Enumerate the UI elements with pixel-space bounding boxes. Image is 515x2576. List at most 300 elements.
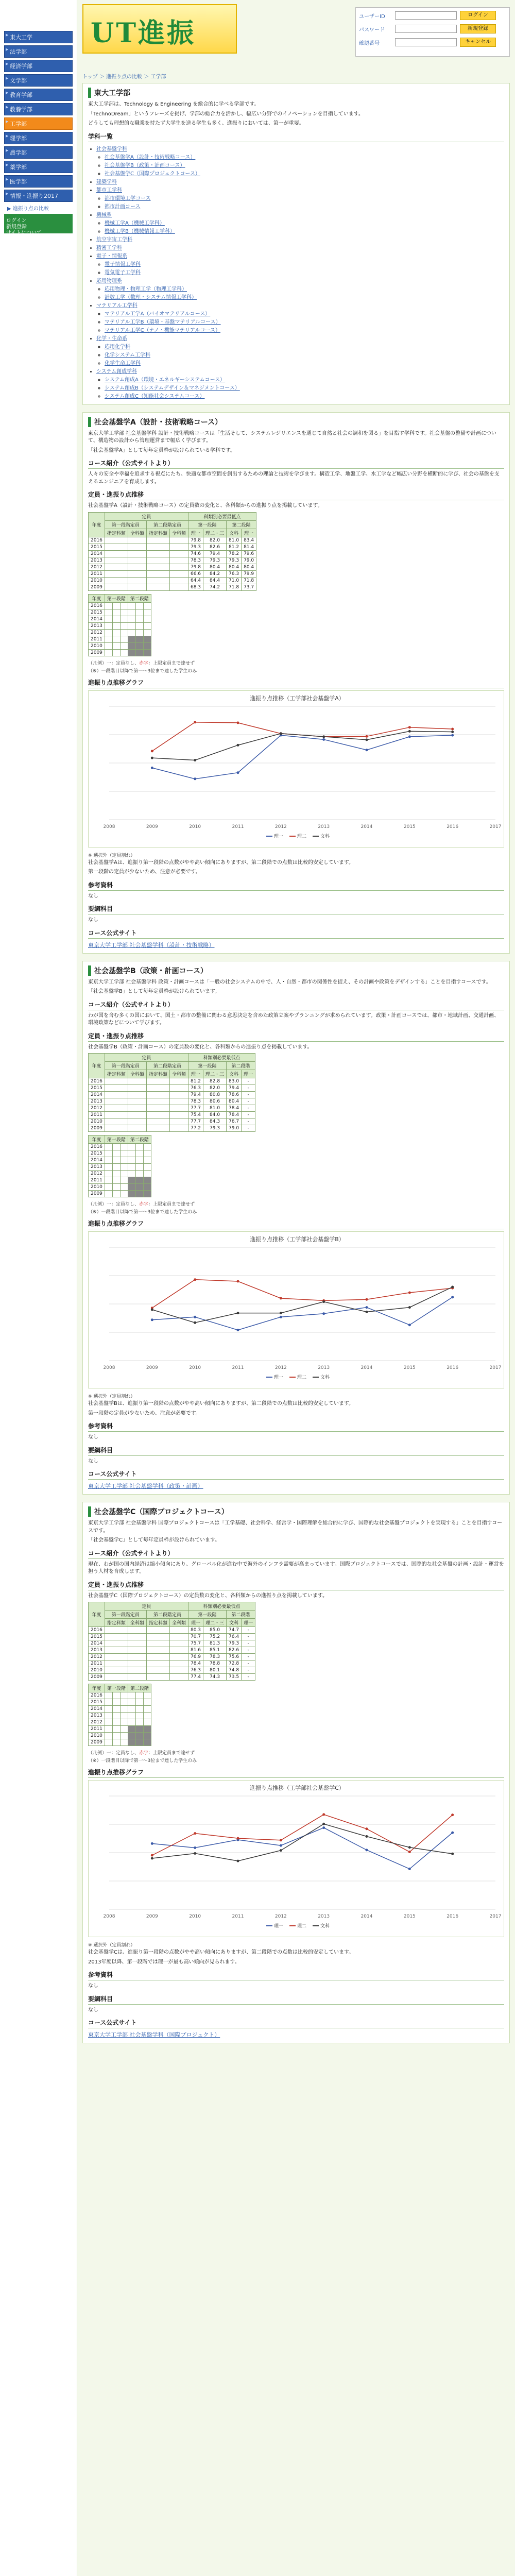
- capacity-table: [88, 1684, 151, 1746]
- sidebar-item[interactable]: ▶ 経済学部: [4, 60, 73, 72]
- cell-teiin: [105, 577, 128, 584]
- cell-year: 2015: [89, 1085, 105, 1092]
- sidebar-item[interactable]: ▶ 農学部: [4, 146, 73, 159]
- cell-teiin: [146, 584, 169, 590]
- cell-capacity: [143, 1706, 151, 1713]
- dept-link[interactable]: マテリアル工学科: [96, 302, 138, 309]
- table-row: [89, 1667, 255, 1674]
- legend-label: 文科: [320, 1924, 330, 1929]
- cell-year: 2012: [89, 1105, 105, 1112]
- sidebar-item[interactable]: ▶ 教養学部: [4, 103, 73, 115]
- x-tick-label: 2009: [146, 1914, 158, 1919]
- intro-text-2: 「TechnoDream」というフレーズを掲げ、学部の総合力を活かし、幅広い分野でのイノベーションを目指しています。: [88, 111, 364, 117]
- data-point: [451, 1853, 454, 1855]
- table-note: 社会基盤学B（政策・計画コース）の定員数の変化と、各科類からの進振り点を掲載しています。: [88, 1044, 313, 1050]
- sidebar-item[interactable]: ▶ 工学部: [4, 117, 73, 130]
- cell-capacity: [128, 1157, 135, 1164]
- legend-note-tail: ：上限定員まで達せず: [148, 660, 195, 666]
- cell-score: 70.7: [188, 1634, 203, 1640]
- cancel-button[interactable]: キャンセル: [460, 38, 496, 47]
- table-row: [89, 537, 256, 544]
- legend-note-red: 赤字: [139, 1202, 149, 1207]
- link-item: なし: [88, 917, 98, 923]
- data-point: [408, 726, 411, 728]
- cell-year: 2013: [89, 1164, 105, 1171]
- th-sub: 文科: [227, 1619, 242, 1627]
- confirm-label: 確認番号: [359, 40, 380, 46]
- data-point: [451, 731, 454, 733]
- course-item: [105, 227, 504, 234]
- official-site-link[interactable]: 東京大学工学部 社会基盤学科（政策・計画）: [88, 1483, 203, 1489]
- cell-capacity: [135, 1150, 143, 1157]
- cell-teiin: [169, 1092, 188, 1098]
- confirm-input[interactable]: [395, 38, 457, 46]
- data-point: [280, 1844, 282, 1847]
- course-title: 社会基盤学C（国際プロジェクトコース）: [88, 1506, 504, 1517]
- cell-teiin: [128, 1125, 146, 1132]
- cell-capacity: [105, 629, 112, 636]
- dept-link[interactable]: 化学・生命系: [96, 335, 127, 342]
- course-link[interactable]: 電子情報工学科: [105, 261, 141, 267]
- x-tick-label: 2008: [103, 1365, 115, 1370]
- sidebar-item[interactable]: ▶ 教育学部: [4, 89, 73, 101]
- cell-score: 81.4: [242, 544, 256, 550]
- course-link[interactable]: 化学システム工学科: [105, 352, 150, 358]
- table-row: [89, 1627, 255, 1634]
- ref-title: 参考資料: [88, 1970, 504, 1980]
- sidebar-link-about[interactable]: サイトについて: [6, 230, 42, 236]
- table-row: [89, 1191, 151, 1197]
- cell-score: -: [242, 1118, 255, 1125]
- dept-link[interactable]: 建築学科: [96, 179, 117, 185]
- data-point: [194, 1846, 196, 1849]
- table-row: [89, 622, 151, 629]
- cell-teiin: [128, 577, 146, 584]
- cell-score: 73.5: [227, 1674, 242, 1681]
- data-point: [194, 759, 196, 761]
- cell-score: -: [242, 1660, 255, 1667]
- password-input[interactable]: [395, 25, 457, 33]
- register-button[interactable]: 新規登録: [460, 24, 496, 33]
- x-tick-label: 2009: [146, 824, 158, 829]
- cell-teiin: [169, 577, 188, 584]
- course-link[interactable]: システム創成C（知能社会システムコース）: [105, 393, 205, 399]
- cell-capacity: [135, 622, 143, 629]
- data-point: [408, 735, 411, 738]
- site-logo[interactable]: [82, 4, 237, 54]
- left-sidebar: [0, 0, 77, 2576]
- cell-capacity: [143, 649, 151, 656]
- cell-score: 79.3: [203, 557, 227, 564]
- table-row: [89, 609, 151, 616]
- sidebar-nav: [0, 31, 77, 202]
- table-row: [89, 1733, 151, 1739]
- th-sub: 全科類: [169, 1619, 188, 1627]
- chart-caption: 進振り点推移（工学部社会基盤学A）: [250, 694, 345, 702]
- th-sub: 理二・三: [203, 529, 227, 537]
- table-row: [89, 1098, 255, 1105]
- cell-capacity: [128, 1171, 135, 1177]
- cell-score: 85.1: [203, 1647, 227, 1654]
- course-link[interactable]: 都市環境工学コース: [105, 195, 151, 201]
- data-point: [322, 1300, 325, 1303]
- table-row: [89, 1654, 255, 1660]
- cell-teiin: [105, 1640, 128, 1647]
- cell-capacity: [112, 602, 120, 609]
- data-point: [451, 1814, 454, 1816]
- cell-score: -: [242, 1627, 255, 1634]
- table-row: [89, 550, 256, 557]
- course-link[interactable]: マテリアル工学B（環境・基盤マテリアルコース）: [105, 319, 221, 325]
- th-sub: 全科類: [169, 1070, 188, 1078]
- cell-teiin: [105, 1105, 128, 1112]
- table-row: [89, 544, 256, 550]
- cell-capacity: [120, 1164, 128, 1171]
- cell-year: 2013: [89, 622, 105, 629]
- course-link[interactable]: 機械工学A（機械工学科）: [105, 220, 165, 226]
- data-point: [237, 721, 239, 724]
- link-item: なし: [88, 2007, 98, 2013]
- sidebar-item[interactable]: ▶ 薬学部: [4, 161, 73, 173]
- cell-capacity: [128, 609, 135, 616]
- th-sub: 理一: [188, 1619, 203, 1627]
- sidebar-item[interactable]: ▶ 文学部: [4, 74, 73, 87]
- cell-score: 76.3: [227, 570, 242, 577]
- legend-note: [88, 659, 504, 666]
- dept-link[interactable]: 電子・情報系: [96, 253, 127, 259]
- cell-score: 81.0: [203, 1105, 227, 1112]
- cell-teiin: [146, 1078, 169, 1085]
- cell-score: 85.0: [203, 1627, 227, 1634]
- data-point: [366, 1827, 368, 1830]
- cell-score: 77.7: [188, 1105, 203, 1112]
- th-year: 年度: [89, 1054, 105, 1078]
- course-link[interactable]: 都市計画コース: [105, 204, 141, 210]
- cell-capacity: [120, 629, 128, 636]
- cell-teiin: [128, 564, 146, 570]
- series-line: [152, 1815, 452, 1855]
- table-row: [89, 570, 256, 577]
- cell-score: 74.3: [203, 1674, 227, 1681]
- sidebar-sub-link[interactable]: ▶ 進振り点の比較: [7, 206, 49, 212]
- sidebar-item[interactable]: ▶ 東大工学: [4, 31, 73, 43]
- cell-teiin: [169, 1674, 188, 1681]
- x-tick-label: 2012: [274, 824, 287, 829]
- score-table: [88, 1602, 255, 1681]
- data-point: [366, 738, 368, 741]
- course-item: [105, 169, 504, 177]
- cell-score: 78.4: [188, 1660, 203, 1667]
- cell-capacity: [128, 1719, 135, 1726]
- cell-year: 2012: [89, 1719, 105, 1726]
- dept-item: [96, 276, 504, 300]
- cell-capacity: [105, 1150, 112, 1157]
- dept-tree: [96, 144, 504, 399]
- data-point: [280, 1312, 282, 1314]
- sidebar-item[interactable]: ▶ 理学部: [4, 132, 73, 144]
- table-title: 定員・進振り点推移: [88, 490, 504, 500]
- user-id-input[interactable]: [395, 11, 457, 20]
- th-sub: 指定科類: [146, 1070, 169, 1078]
- x-tick-label: 2014: [360, 1914, 373, 1919]
- table-row: [89, 577, 256, 584]
- cell-capacity: [135, 609, 143, 616]
- course-link[interactable]: 機械工学B（機械情報工学科）: [105, 228, 175, 234]
- cell-score: 78.4: [227, 1105, 242, 1112]
- ref-text: なし: [88, 893, 98, 899]
- sidebar-link-login[interactable]: ログイン: [6, 218, 27, 224]
- cell-capacity: [112, 616, 120, 622]
- table-row: [89, 1171, 151, 1177]
- x-tick-label: 2017: [489, 1914, 502, 1919]
- chart-container: [88, 1780, 504, 1937]
- course-link[interactable]: システム創成A（環境・エネルギーシステムコース）: [105, 377, 226, 383]
- data-point: [237, 1860, 239, 1862]
- dept-link[interactable]: システム創成学科: [96, 368, 137, 375]
- cell-teiin: [128, 1078, 146, 1085]
- cell-score: 64.4: [188, 577, 203, 584]
- cell-year: 2016: [89, 602, 105, 609]
- chart-caption: 進振り点推移（工学部社会基盤学C）: [250, 1785, 345, 1791]
- cell-capacity: [128, 1191, 135, 1197]
- course-link[interactable]: 電気電子工学科: [105, 269, 141, 276]
- cell-year: 2010: [89, 1733, 105, 1739]
- dept-link[interactable]: 機械系: [96, 212, 112, 218]
- data-point: [237, 1329, 239, 1331]
- cell-score: 79.3: [203, 1125, 227, 1132]
- course-link[interactable]: マテリアル工学C（ナノ・機能マテリアルコース）: [105, 327, 220, 333]
- cell-capacity: [128, 1713, 135, 1719]
- th-s2: 第二段階: [128, 594, 151, 602]
- cell-capacity: [143, 642, 151, 649]
- course-desc-2: 「社会基盤学B」として毎年定員枠が設けられています。: [88, 989, 220, 994]
- legend-note-2: （※）一段階目以降で第一〜3位まで達した学生のみ: [88, 1758, 197, 1764]
- cell-teiin: [105, 570, 128, 577]
- cell-capacity: [128, 629, 135, 636]
- cell-score: 80.8: [203, 1092, 227, 1098]
- course-item: [105, 392, 504, 399]
- cell-year: 2009: [89, 649, 105, 656]
- th-s1: 第一段階: [105, 594, 128, 602]
- cell-capacity: [105, 1171, 112, 1177]
- th-sub: 理二・三: [203, 1070, 227, 1078]
- cell-capacity: [135, 1692, 143, 1699]
- cell-capacity: [105, 1699, 112, 1706]
- cell-capacity: [120, 1191, 128, 1197]
- official-site-link[interactable]: 東京大学工学部 社会基盤学科（設計・技術戦略）: [88, 941, 215, 948]
- cell-score: 78.6: [227, 1092, 242, 1098]
- sidebar-link-box: [4, 214, 73, 236]
- th-s2: 第二段階: [128, 1136, 151, 1144]
- cell-capacity: [143, 1171, 151, 1177]
- table-row: [89, 629, 151, 636]
- cell-capacity: [143, 602, 151, 609]
- cell-teiin: [128, 1674, 146, 1681]
- data-point: [194, 721, 196, 723]
- x-tick-label: 2013: [318, 824, 330, 829]
- breadcrumb[interactable]: トップ ＞ 進振り点の比較 ＞ 工学部: [82, 74, 166, 80]
- sidebar-item[interactable]: ▶ 医学部: [4, 175, 73, 188]
- capacity-table: [88, 1135, 151, 1197]
- cell-year: 2011: [89, 1726, 105, 1733]
- dept-item: [96, 185, 504, 210]
- cell-year: 2013: [89, 1713, 105, 1719]
- th-teiin: 定員: [105, 512, 188, 520]
- course-link[interactable]: システム創成B（システムデザイン＆マネジメントコース）: [105, 385, 240, 391]
- data-point: [151, 756, 153, 759]
- cell-teiin: [128, 544, 146, 550]
- cell-score: 79.6: [242, 550, 256, 557]
- x-tick-label: 2014: [360, 824, 373, 829]
- cell-teiin: [105, 1078, 128, 1085]
- dept-link[interactable]: 精密工学科: [96, 245, 122, 251]
- dept-link[interactable]: 都市工学科: [96, 187, 122, 193]
- series-line: [152, 1297, 452, 1330]
- course-panel: [82, 412, 510, 954]
- data-point: [451, 727, 454, 730]
- cell-year: 2016: [89, 537, 105, 544]
- cell-year: 2010: [89, 577, 105, 584]
- cell-year: 2010: [89, 1667, 105, 1674]
- cell-year: 2011: [89, 570, 105, 577]
- course-link[interactable]: 計数工学（数理・システム情報工学科）: [105, 294, 197, 300]
- login-button[interactable]: ログイン: [460, 11, 496, 20]
- cell-year: 2016: [89, 1692, 105, 1699]
- cell-score: -: [242, 1098, 255, 1105]
- th-s1: 第一段階: [105, 1684, 128, 1692]
- cell-score: 80.6: [203, 1098, 227, 1105]
- course-link[interactable]: 社会基盤学B（政策・計画コース）: [105, 162, 185, 168]
- cell-capacity: [112, 1719, 120, 1726]
- sidebar-item[interactable]: ▶ 法学部: [4, 45, 73, 58]
- cell-year: 2016: [89, 1627, 105, 1634]
- cell-year: 2014: [89, 616, 105, 622]
- cell-capacity: [135, 1739, 143, 1746]
- legend-note-head: （凡例）一：定員なし、: [88, 1751, 140, 1756]
- cell-teiin: [105, 1674, 128, 1681]
- cell-score: 68.3: [188, 584, 203, 590]
- sidebar-link-register[interactable]: 新規登録: [6, 224, 27, 230]
- x-tick-label: 2014: [360, 1365, 373, 1370]
- dept-link[interactable]: 航空宇宙工学科: [96, 236, 132, 243]
- main-content: [82, 72, 510, 2050]
- cell-capacity: [120, 616, 128, 622]
- cell-capacity: [112, 1177, 120, 1184]
- cell-score: 79.4: [227, 1085, 242, 1092]
- cell-year: 2012: [89, 1171, 105, 1177]
- course-link[interactable]: 社会基盤学C（国際プロジェクトコース）: [105, 171, 200, 177]
- th-sub: 理一: [188, 529, 203, 537]
- sidebar-item[interactable]: ▶ 情報・進振り2017: [4, 190, 73, 202]
- course-link[interactable]: 応用物理・物理工学（物理工学科）: [105, 286, 187, 292]
- x-tick-label: 2010: [189, 1914, 201, 1919]
- cell-score: 79.0: [242, 557, 256, 564]
- cell-capacity: [128, 616, 135, 622]
- dept-link[interactable]: 応用物理系: [96, 278, 122, 284]
- cell-capacity: [112, 642, 120, 649]
- cell-teiin: [105, 1125, 128, 1132]
- cell-teiin: [169, 1125, 188, 1132]
- official-site-link[interactable]: 東京大学工学部 社会基盤学科（国際プロジェクト）: [88, 2031, 220, 2038]
- cell-teiin: [146, 537, 169, 544]
- data-point: [322, 1813, 325, 1816]
- data-point: [151, 766, 153, 769]
- cell-capacity: [105, 1144, 112, 1150]
- score-table: [88, 512, 256, 591]
- link-title: 要綱科目: [88, 904, 504, 914]
- x-tick-label: 2013: [318, 1365, 330, 1370]
- legend-label: 理二: [297, 1375, 307, 1380]
- course-desc-2: 「社会基盤学A」として毎年定員枠が設けられている学科です。: [88, 447, 236, 453]
- cell-teiin: [105, 584, 128, 590]
- cell-score: 76.7: [227, 1118, 242, 1125]
- cell-teiin: [146, 1634, 169, 1640]
- cell-capacity: [120, 1177, 128, 1184]
- course-panel: [82, 961, 510, 1495]
- cell-score: 81.3: [203, 1640, 227, 1647]
- cell-teiin: [128, 1654, 146, 1660]
- cell-score: 81.2: [227, 544, 242, 550]
- cell-capacity: [105, 1692, 112, 1699]
- cell-score: -: [242, 1105, 255, 1112]
- course-link[interactable]: 化学生命工学科: [105, 360, 141, 366]
- course-item: [105, 326, 504, 333]
- cell-capacity: [120, 1726, 128, 1733]
- x-tick-label: 2015: [403, 1914, 416, 1919]
- cell-score: -: [242, 1654, 255, 1660]
- table-row: [89, 1184, 151, 1191]
- cell-capacity: [128, 636, 135, 642]
- data-point: [151, 1309, 153, 1311]
- cell-capacity: [128, 1144, 135, 1150]
- cell-capacity: [105, 616, 112, 622]
- cell-capacity: [105, 1164, 112, 1171]
- cell-capacity: [128, 1692, 135, 1699]
- data-point: [151, 1842, 153, 1845]
- chart-title: 進振り点推移グラフ: [88, 1768, 504, 1778]
- th-stage2: 第二段階定員: [146, 1062, 188, 1070]
- cell-year: 2014: [89, 550, 105, 557]
- th-sub: 理一: [242, 1070, 255, 1078]
- cell-capacity: [143, 1733, 151, 1739]
- th-s2: 第二段階: [227, 520, 256, 529]
- th-sub: 文科: [227, 529, 242, 537]
- cell-capacity: [112, 622, 120, 629]
- cell-capacity: [128, 1177, 135, 1184]
- cell-year: 2014: [89, 1706, 105, 1713]
- cell-score: -: [242, 1647, 255, 1654]
- course-item: [105, 152, 504, 160]
- data-point: [408, 730, 411, 732]
- course-link[interactable]: マテリアル工学A（バイオマテリアルコース）: [105, 311, 211, 317]
- header: [82, 4, 510, 66]
- cell-teiin: [128, 537, 146, 544]
- course-link[interactable]: 社会基盤学A（設計・技術戦略コース）: [105, 154, 196, 160]
- cell-score: 79.9: [242, 570, 256, 577]
- cell-capacity: [128, 602, 135, 609]
- dept-list-title: 学科一覧: [88, 132, 504, 142]
- dept-link[interactable]: 社会基盤学科: [96, 146, 127, 152]
- series-line: [152, 735, 452, 779]
- cell-capacity: [120, 636, 128, 642]
- course-sections: [82, 412, 510, 2044]
- course-link[interactable]: 応用化学科: [105, 344, 130, 350]
- cell-score: 80.4: [203, 564, 227, 570]
- cell-capacity: [120, 1171, 128, 1177]
- cell-capacity: [120, 1733, 128, 1739]
- course-item: [105, 284, 504, 292]
- cell-capacity: [112, 1706, 120, 1713]
